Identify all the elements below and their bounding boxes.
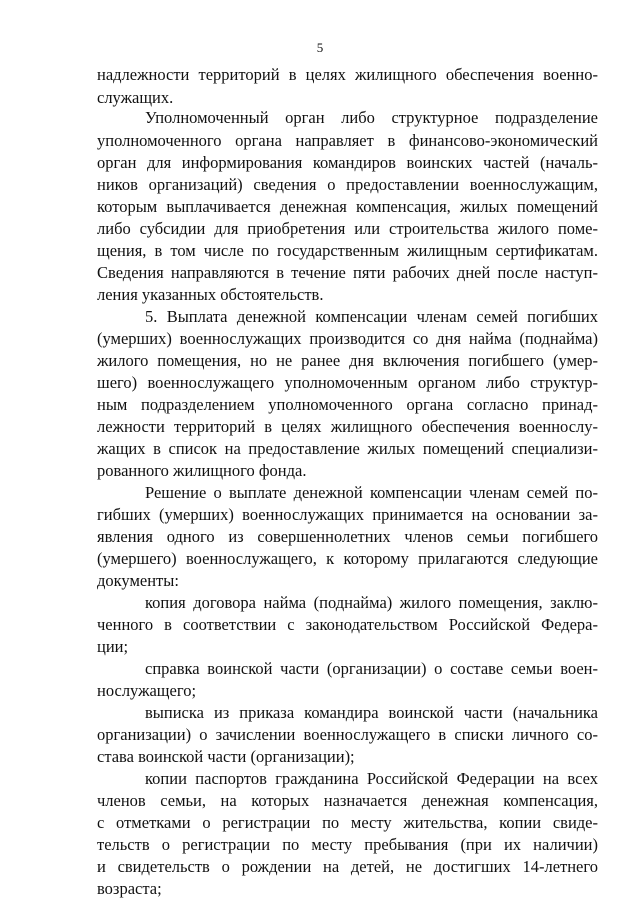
text-line: рованного жилищного фонда. bbox=[97, 461, 307, 480]
text-line: явления одного из совершеннолетних членов семьи погибшего bbox=[97, 527, 598, 546]
text-line: шего) военнослужащего уполномоченным органом либо структур- bbox=[97, 373, 598, 392]
text-line: документы: bbox=[97, 571, 179, 590]
text-line: возраста; bbox=[97, 879, 162, 898]
text-line: ции; bbox=[97, 637, 129, 656]
text-line: щения, в том числе по государственным жилищным сертификатам. bbox=[97, 241, 598, 260]
text-line: става воинской части (организации); bbox=[97, 747, 355, 766]
text-line: либо субсидии для приобретения или строительства жилого поме- bbox=[97, 219, 598, 238]
text-line: жилого помещения, но не ранее дня включения погибшего (умер- bbox=[97, 351, 598, 370]
text-line: тельств о регистрации по месту пребывания (при их наличии) bbox=[97, 835, 598, 854]
text-line: ченного в соответствии с законодательством Российской Федера- bbox=[97, 615, 598, 634]
text-line: выписка из приказа командира воинской части (начальника bbox=[145, 703, 598, 722]
text-line: Уполномоченный орган либо структурное подразделение bbox=[145, 108, 598, 127]
text-line: орган для информирования командиров воинских частей (началь- bbox=[97, 153, 598, 172]
page-number: 5 bbox=[316, 40, 324, 55]
text-line: служащих. bbox=[97, 88, 174, 107]
text-line: жащих в список на предоставление жилых помещений специализи- bbox=[97, 439, 598, 458]
text-line: ным подразделением уполномоченного органа согласно принад- bbox=[97, 395, 598, 414]
text-line: Сведения направляются в течение пяти рабочих дней после наступ- bbox=[97, 263, 598, 282]
text-line: 5. Выплата денежной компенсации членам семей погибших bbox=[145, 307, 598, 326]
text-line: (умерших) военнослужащих производится со дня найма (поднайма) bbox=[97, 329, 598, 348]
text-line: Решение о выплате денежной компенсации членам семей по- bbox=[145, 483, 598, 502]
text-line: лежности территорий в целях жилищного обеспечения военнослу- bbox=[97, 417, 598, 436]
text-line: копии паспортов гражданина Российской Федерации на всех bbox=[145, 769, 598, 788]
text-line: с отметками о регистрации по месту жительства, копии свиде- bbox=[97, 813, 598, 832]
text-line: членов семьи, на которых назначается денежная компенсация, bbox=[97, 791, 598, 810]
text-line: (умершего) военнослужащего, к которому прилагаются следующие bbox=[97, 549, 598, 568]
text-line: копия договора найма (поднайма) жилого помещения, заклю- bbox=[145, 593, 598, 612]
text-line: ления указанных обстоятельств. bbox=[97, 285, 324, 304]
text-line: организации) о зачислении военнослужащего в списки личного со- bbox=[97, 725, 598, 744]
text-line: надлежности территорий в целях жилищного обеспечения военно- bbox=[97, 65, 598, 84]
text-line: уполномоченного органа направляет в финансово-экономический bbox=[97, 131, 598, 150]
text-line: и свидетельств о рождении на детей, не достигших 14-летнего bbox=[97, 857, 598, 876]
text-line: которым выплачивается денежная компенсация, жилых помещений bbox=[97, 197, 598, 216]
text-line: гибших (умерших) военнослужащих принимается на основании за- bbox=[97, 505, 598, 524]
text-line: ников организаций) сведения о предоставлении военнослужащим, bbox=[97, 175, 598, 194]
text-line: нослужащего; bbox=[97, 681, 197, 700]
text-line: справка воинской части (организации) о составе семьи воен- bbox=[145, 659, 598, 678]
